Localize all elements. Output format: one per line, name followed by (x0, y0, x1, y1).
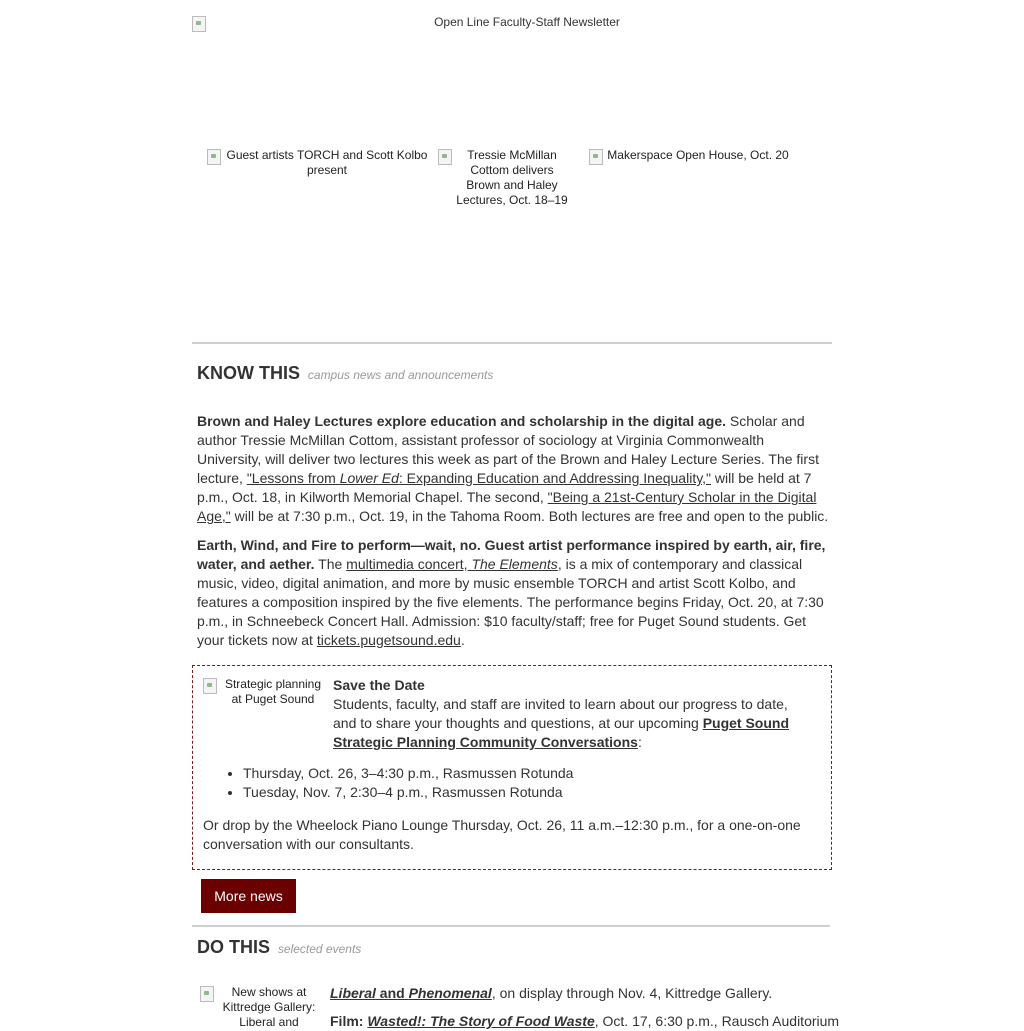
story-lead: Earth, Wind, and Fire to perform—wait, no. Guest artist performance inspired by earth, air, fire, water, and aether. (197, 537, 826, 572)
divider (192, 342, 832, 344)
callout-body (333, 676, 813, 752)
story-text: Scholar and author Tressie McMillan Cottom, assistant professor of sociology at Virginia Commonwealth University, will deliver two lectures this week as part of the Brown and Haley Lecture Series. The first lecture, (197, 413, 819, 486)
link-text: "Lessons from (246, 470, 340, 486)
more-news-button[interactable]: More news (201, 879, 296, 913)
news-story (197, 536, 829, 650)
save-the-date-box (192, 665, 832, 870)
feature-alt-text: Makerspace Open House, Oct. 20 (607, 148, 789, 162)
link-text: Liberal (330, 985, 376, 1001)
feature-image-cottom[interactable] (438, 148, 568, 208)
masthead-image[interactable] (192, 15, 832, 35)
story-text: will be held at 7 p.m., Oct. 18, in Kilworth Memorial Chapel. The second, (197, 470, 812, 505)
section-subtitle: selected events (277, 942, 362, 956)
news-story (197, 412, 829, 526)
know-this-header (197, 363, 493, 384)
link-text: : Expanding Education and Addressing Inequality," (398, 470, 712, 486)
callout-text: Students, faculty, and staff are invited to learn about our progress to date, and to share your thoughts and questions, at our upcoming (333, 696, 788, 731)
story-text: . (460, 632, 465, 648)
masthead-alt-text: Open Line Faculty-Staff Newsletter (434, 15, 620, 29)
broken-image-icon (200, 986, 214, 1002)
date-list (243, 764, 573, 802)
broken-image-icon (438, 149, 452, 165)
feature-image-makerspace[interactable] (579, 148, 799, 165)
event-item (330, 1012, 839, 1031)
strategic-planning-image[interactable] (203, 677, 325, 707)
link-text: Lower Ed (339, 470, 399, 486)
story-lead: Brown and Haley Lectures explore education and scholarship in the digital age. (197, 413, 727, 429)
kittredge-gallery-image[interactable] (200, 985, 320, 1030)
divider (192, 925, 830, 927)
callout-text: : (637, 734, 642, 750)
feature-alt-text: Guest artists TORCH and Scott Kolbo present (226, 148, 428, 177)
link-text: and (375, 985, 409, 1001)
film-link[interactable] (367, 1013, 594, 1029)
link-text: The Elements (471, 556, 558, 572)
broken-image-icon (589, 149, 603, 165)
broken-image-icon (192, 16, 206, 32)
do-this-header (197, 937, 361, 958)
lecture-link-lower-ed[interactable] (247, 470, 711, 486)
tickets-link[interactable]: tickets.pugetsound.edu (316, 632, 461, 648)
story-text: The (314, 556, 347, 572)
callout-footer: Or drop by the Wheelock Piano Lounge Thursday, Oct. 26, 11 a.m.–12:30 p.m., for a one-on-one conversation with our consultants. (203, 817, 801, 852)
list-item: • Thursday, Oct. 26, 3–4:30 p.m., Rasmussen Rotunda (243, 764, 573, 783)
event-text: , Oct. 17, 6:30 p.m., Rausch Auditorium (594, 1013, 840, 1029)
image-alt-text: New shows at Kittredge Gallery: Liberal and (222, 985, 316, 1029)
section-subtitle: campus news and announcements (307, 368, 494, 382)
story-text: , is a mix of contemporary and classical music, video, digital animation, and more by music ensemble TORCH and artist Scott Kolbo, and features a composition inspired by the five elements. The performance begins Friday, Oct. 20, at 7:30 p.m., in Schneebeck Concert Hall. Admission: $10 faculty/staff; free for Puget Sound students. Get your tickets now at (197, 556, 824, 648)
event-text: , on display through Nov. 4, Kittredge Gallery. (491, 985, 773, 1001)
feature-alt-text: Tressie McMillan Cottom delivers Brown and Haley Lectures, Oct. 18–19 (456, 148, 568, 207)
broken-image-icon (207, 149, 221, 165)
story-text: will be at 7:30 p.m., Oct. 19, in the Tahoma Room. Both lectures are free and open to the public. (230, 508, 829, 524)
kittredge-shows-link[interactable] (330, 985, 492, 1001)
link-text: multimedia concert, (346, 556, 472, 572)
section-title: KNOW THIS (197, 363, 300, 383)
lecture-link-digital-age[interactable]: "Being a 21st-Century Scholar in the Digital Age," (197, 489, 817, 524)
link-text: Wasted!: The Story of Food Waste (367, 1013, 595, 1029)
event-item (330, 984, 772, 1003)
image-alt-text: Strategic planning at Puget Sound (224, 677, 322, 706)
broken-image-icon (203, 678, 217, 694)
feature-image-torch[interactable] (207, 148, 429, 178)
event-label: Film: (330, 1013, 368, 1029)
community-conversations-link[interactable]: Puget Sound Strategic Planning Community Conversations (333, 715, 790, 750)
concert-link[interactable] (346, 556, 558, 572)
callout-title: Save the Date (333, 677, 425, 693)
link-text: Phenomenal (408, 985, 492, 1001)
list-item: • Tuesday, Nov. 7, 2:30–4 p.m., Rasmussen Rotunda (243, 783, 573, 802)
section-title: DO THIS (197, 937, 271, 957)
